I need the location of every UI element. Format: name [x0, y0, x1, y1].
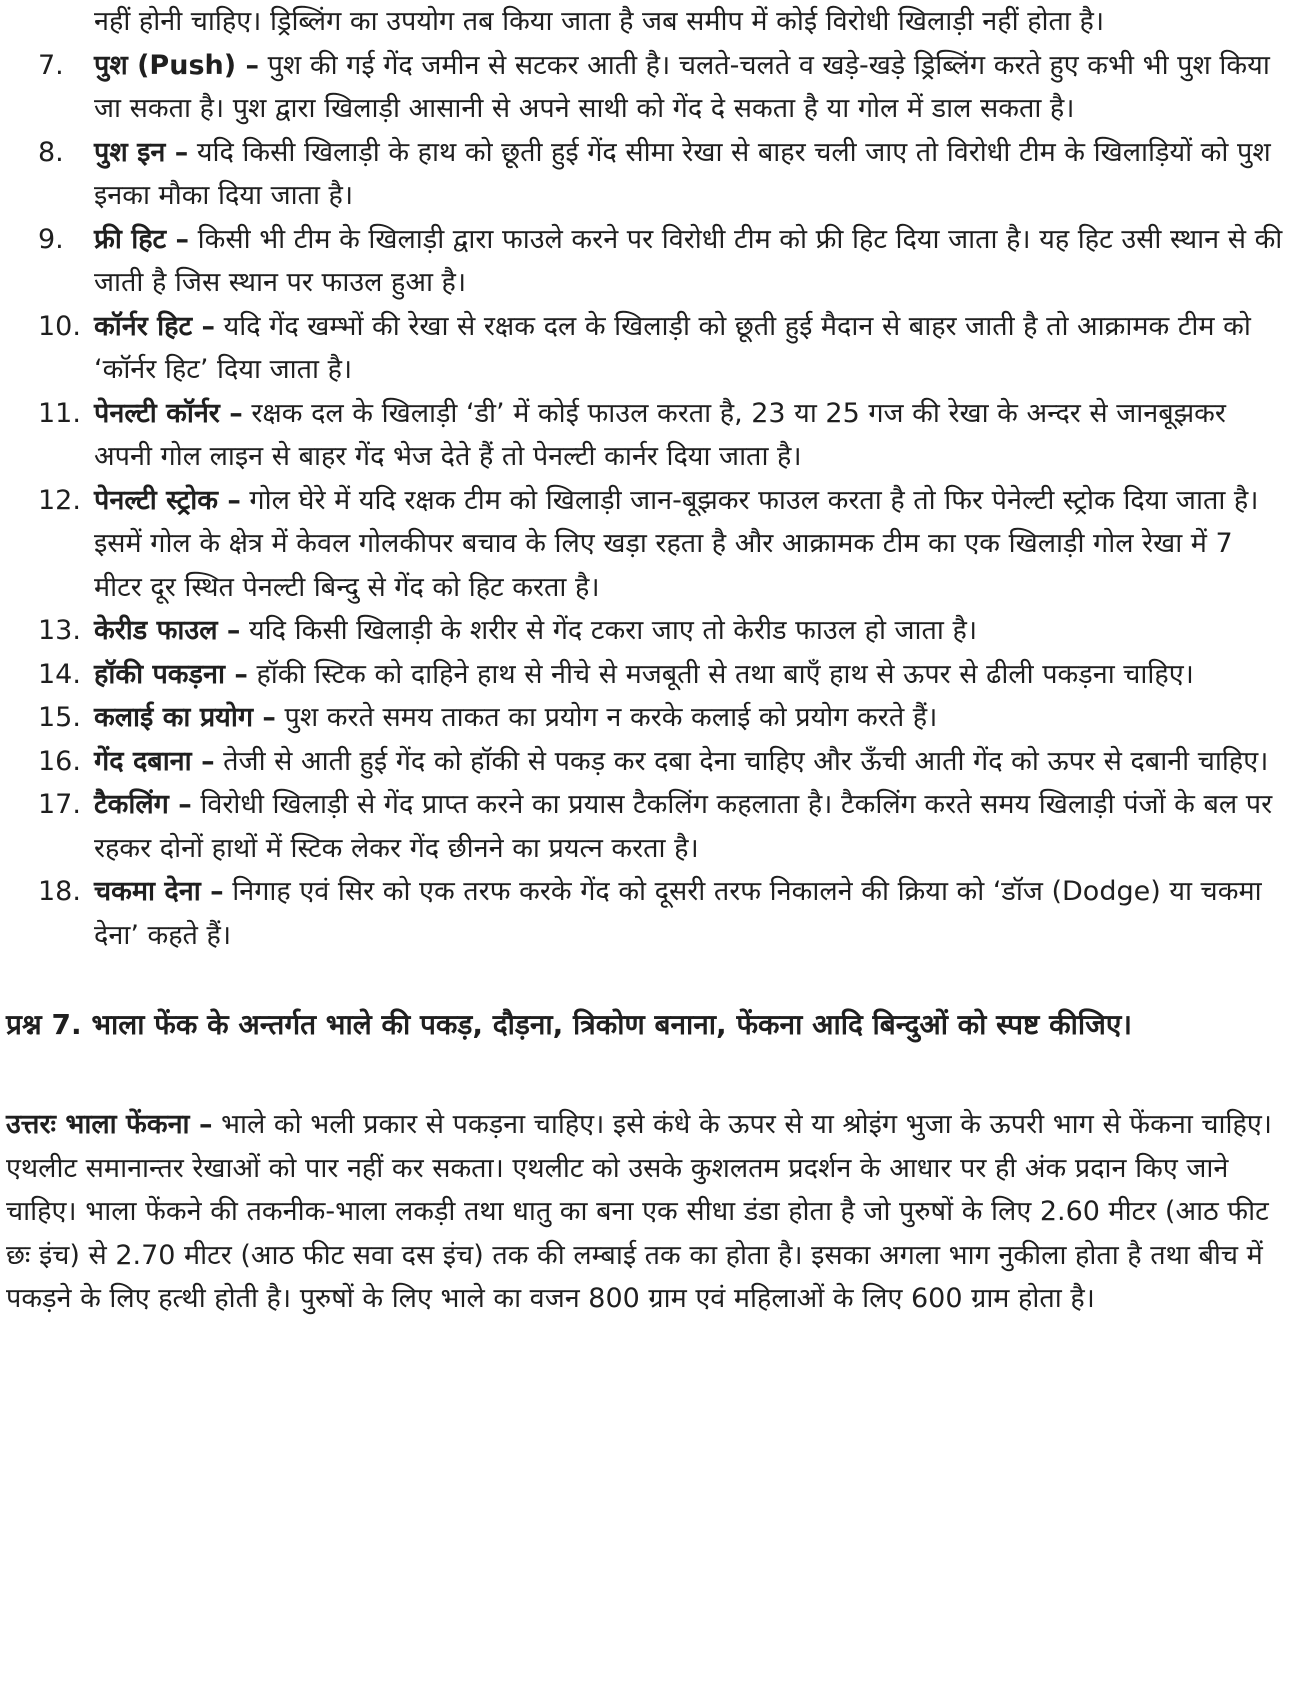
item-term: चकमा देना –	[94, 876, 224, 907]
item-number: 15.	[38, 702, 81, 733]
item-term: हॉकी पकड़ना –	[94, 658, 248, 690]
list-item	[6, 479, 1289, 610]
item-term: केरीड फाउल –	[94, 615, 241, 646]
item-term: गेंद दबाना –	[94, 745, 215, 777]
item-number: 17.	[38, 789, 81, 820]
item-text: विरोधी खिलाड़ी से गेंद प्राप्त करने का प्रयास टैकलिंग कहलाता है। टैकलिंग करते समय खिलाड़ी पंजों के बल पर रहकर दोनों हाथों में स्टिक लेकर गेंद छीनने का प्रयत्न करता है।	[94, 789, 1273, 864]
item-term: पुश (Push) –	[94, 49, 259, 81]
item-number: 9.	[38, 223, 64, 255]
item-text: यदि गेंद खम्भों की रेखा से रक्षक दल के खिलाड़ी को छूती हुई मैदान से बाहर जाती है तो आक्रामक टीम को ‘कॉर्नर हिट’ दिया जाता है।	[94, 310, 1251, 385]
answer-text: भाले को भली प्रकार से पकड़ना चाहिए। इसे कंधे के ऊपर से या श्रोइंग भुजा के ऊपरी भाग से फेंकना चाहिए। एथलीट समानान्तर रेखाओं को पार नहीं कर सकता। एथलीट को उसके कुशलतम प्रदर्शन के आधार पर ही अंक प्रदान किए जाने चाहिए। भाला फेंकने की तकनीक-भाला लकड़ी तथा धातु का बना एक सीधा डंडा होता है जो पुरुषों के लिए 2.60 मीटर (आठ फीट छः इंच) से 2.70 मीटर (आठ फीट सवा दस इंच) तक की लम्बाई तक का होता है। इसका अगला भाग नुकीला होता है तथा बीच में पकड़ने के लिए हत्थी होती है। पुरुषों के लिए भाले का वजन 800 ग्राम एवं महिलाओं के लिए 600 ग्राम होता है।	[6, 1109, 1273, 1314]
hockey-terms-list	[6, 44, 1289, 958]
answer-head: उत्तरः भाला फेंकना –	[6, 1109, 213, 1140]
list-item	[6, 131, 1289, 218]
item-number: 11.	[38, 397, 81, 429]
item-text: निगाह एवं सिर को एक तरफ करके गेंद को दूसरी तरफ निकालने की क्रिया को ‘डॉज (Dodge) या चकमा देना’ कहते हैं।	[94, 876, 1262, 951]
item-number: 13.	[38, 615, 81, 646]
list-item	[6, 609, 1289, 653]
item-text: यदि किसी खिलाड़ी के शरीर से गेंद टकरा जाए तो केरीड फाउल हो जाता है।	[240, 615, 978, 646]
list-item	[6, 870, 1289, 957]
question-heading: प्रश्न 7. भाला फेंक के अन्तर्गत भाले की पकड़, दौड़ना, त्रिकोण बनाना, फेंकना आदि बिन्दुओं को स्पष्ट कीजिए।	[6, 1008, 1132, 1041]
item-term: फ्री हिट –	[94, 223, 190, 255]
item-number: 16.	[38, 745, 81, 777]
item-number: 14.	[38, 658, 81, 690]
list-item	[6, 218, 1289, 305]
list-item	[6, 44, 1289, 131]
item-text: पुश की गई गेंद जमीन से सटकर आती है। चलते-चलते व खड़े-खड़े ड्रिब्लिंग करते हुए कभी भी पुश किया जा सकता है। पुश द्वारा खिलाड़ी आसानी से अपने साथी को गेंद दे सकता है या गोल में डाल सकता है।	[94, 49, 1270, 124]
list-item	[6, 740, 1289, 784]
item-term: पेनल्टी स्ट्रोक –	[94, 484, 241, 516]
item-term: टैकलिंग –	[94, 789, 192, 820]
list-item	[6, 305, 1289, 392]
item-term: कलाई का प्रयोग –	[94, 702, 276, 733]
item-text: तेजी से आती हुई गेंद को हॉकी से पकड़ कर दबा देना चाहिए और ऊँची आती गेंद को ऊपर से दबानी चाहिए।	[214, 745, 1269, 777]
item-number: 12.	[38, 484, 81, 516]
item-text: यदि किसी खिलाड़ी के हाथ को छूती हुई गेंद सीमा रेखा से बाहर चली जाए तो विरोधी टीम के खिलाड़ियों को पुश इनका मौका दिया जाता है।	[94, 136, 1271, 211]
item-text: हॉकी स्टिक को दाहिने हाथ से नीचे से मजबूती से तथा बाएँ हाथ से ऊपर से ढीली पकड़ना चाहिए।	[247, 658, 1194, 690]
item-text: गोल घेरे में यदि रक्षक टीम को खिलाड़ी जान-बूझकर फाउल करता है तो फिर पेनेल्टी स्ट्रोक दिया जाता है। इसमें गोल के क्षेत्र में केवल गोलकीपर बचाव के लिए खड़ा रहता है और आक्रामक टीम का एक खिलाड़ी गोल रेखा में 7 मीटर दूर स्थित पेनल्टी बिन्दु से गेंद को हिट करता है।	[94, 484, 1259, 603]
item-text: किसी भी टीम के खिलाड़ी द्वारा फाउले करने पर विरोधी टीम को फ्री हिट दिया जाता है। यह हिट उसी स्थान से की जाती है जिस स्थान पर फाउल हुआ है।	[94, 223, 1283, 298]
list-item	[6, 392, 1289, 479]
item-term: कॉर्नर हिट –	[94, 310, 215, 342]
item-number: 7.	[38, 49, 64, 81]
item-text: रक्षक दल के खिलाड़ी ‘डी’ में कोई फाउल करता है, 23 या 25 गज की रेखा के अन्दर से जानबूझकर अपनी गोल लाइन से बाहर गेंद भेज देते हैं तो पेनल्टी कार्नर दिया जाता है।	[94, 397, 1226, 472]
item-term: पेनल्टी कॉर्नर –	[94, 397, 243, 429]
list-item	[6, 783, 1289, 870]
list-item	[6, 696, 1289, 740]
item-number: 10.	[38, 310, 81, 342]
item-number: 8.	[38, 136, 64, 168]
list-item	[6, 653, 1289, 697]
answer-paragraph	[6, 1103, 1289, 1321]
continued-paragraph: नहीं होनी चाहिए। ड्रिब्लिंग का उपयोग तब किया जाता है जब समीप में कोई विरोधी खिलाड़ी नहीं होता है।	[94, 6, 1105, 37]
item-number: 18.	[38, 876, 81, 907]
item-term: पुश इन –	[94, 136, 189, 168]
item-text: पुश करते समय ताकत का प्रयोग न करके कलाई को प्रयोग करते हैं।	[275, 702, 938, 733]
